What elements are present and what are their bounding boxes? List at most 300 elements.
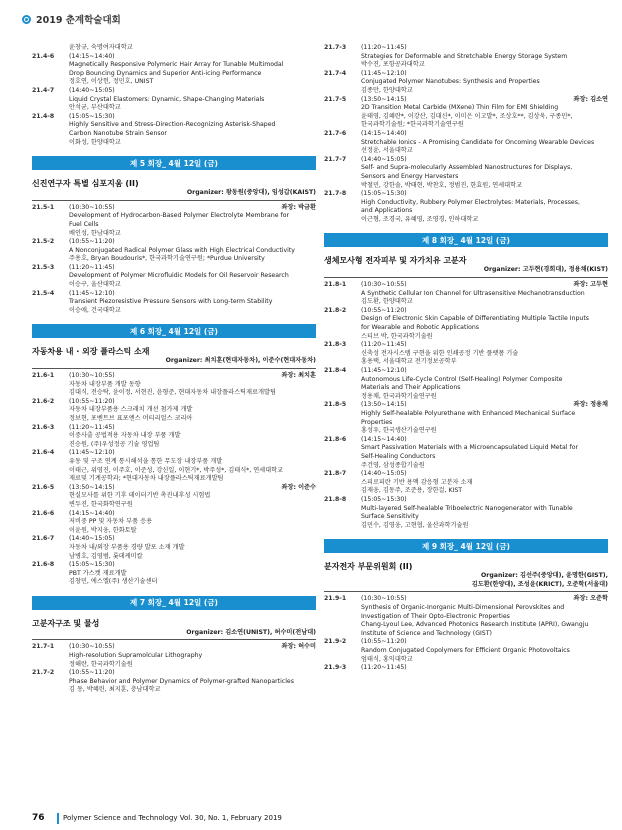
entry-line — [361, 216, 608, 225]
entry-line — [361, 281, 608, 290]
entry-body — [69, 669, 316, 695]
entry-code: 21.5-1 — [32, 203, 55, 211]
entry-line — [361, 182, 608, 191]
session-organizer: Organizer: 왕동원(중앙대), 임성갑(KAIST) — [186, 189, 316, 197]
entry-line — [361, 173, 608, 182]
entry-text: Smart Passivation Materials with a Microencapsulated Liquid Metal for — [361, 444, 579, 452]
entry-line — [69, 561, 316, 570]
session-title: 분자전자 부문위원회 (II) — [324, 562, 413, 572]
entry-text: 남병호, 김영범, 롯데케미칼 — [69, 552, 143, 560]
entry-text: 주용호, Bryan Boudouris*, 한국과학기술연구원; *Purdue University — [69, 255, 265, 263]
session-title: 자동차용 내 · 외장 플라스틱 소재 — [32, 347, 150, 357]
program-entry — [324, 470, 608, 496]
entry-line — [69, 389, 316, 398]
entry-line — [361, 376, 608, 385]
entry-text: Autonomous Life-Cycle Control (Self-Healing) Polymer Composite — [361, 375, 563, 383]
program-entry — [324, 436, 608, 470]
entry-time: (10:30~10:55) — [69, 372, 115, 380]
entry-code: 21.6-7 — [32, 535, 55, 543]
entry-time: (13:50~14:15) — [361, 95, 407, 103]
entry-time: (10:30~10:55) — [69, 203, 115, 211]
entry-text: 김도환, 한양대학교 — [361, 298, 413, 306]
session-chair: 좌장: 허수미 — [281, 643, 316, 651]
page-number: 76 — [32, 813, 45, 823]
entry-line — [69, 130, 316, 139]
entry-body — [361, 96, 608, 130]
entry-code: 21.7-6 — [324, 129, 347, 137]
entry-text: Synthesis of Organic-Inorganic Multi-Dimensional Perovskites and — [361, 604, 565, 612]
entry-line — [69, 272, 316, 281]
entry-time: (15:05~15:30) — [361, 495, 407, 503]
program-entry — [32, 53, 316, 87]
entry-text: 스피로피란 기반 용액 감응형 고분자 소재 — [361, 478, 473, 486]
session-banner: 제 8 회장_ 4월 12일 (금) — [324, 233, 608, 247]
entry-line — [69, 424, 316, 433]
entry-line — [69, 78, 316, 87]
entry-line — [69, 518, 316, 527]
entry-line — [69, 96, 316, 105]
entry-text: 이중사출 공법적용 자동차 내장 부품 개발 — [69, 432, 181, 440]
entry-text: Self- and Supra-molecularly Assembled Nanostructures for Displays, — [361, 164, 573, 172]
program-entry — [32, 669, 316, 695]
entry-line — [69, 264, 316, 273]
entry-line — [69, 221, 316, 230]
program-entry — [324, 341, 608, 367]
program-entry — [324, 638, 608, 664]
program-entry — [32, 510, 316, 536]
entry-line — [69, 372, 316, 381]
entry-text: 현실모사를 위한 기후 데이터기반 촉진내후성 시험법 — [69, 492, 211, 500]
entry-body — [361, 44, 608, 70]
entry-body — [361, 470, 608, 496]
entry-line — [361, 307, 608, 316]
entry-line — [361, 513, 608, 522]
program-entry — [32, 238, 316, 264]
entry-line — [69, 406, 316, 415]
entry-text: Magnetically Responsive Polymeric Hair Array for Tunable Multimodal — [69, 61, 284, 69]
entry-line — [361, 147, 608, 156]
entry-body — [69, 643, 316, 669]
entry-text: 자동차 내장부품 개발 동향 — [69, 380, 141, 388]
entry-body — [69, 561, 316, 587]
entry-text: Drop Bouncing Dynamics and Superior Anti-icing Performance — [69, 69, 262, 77]
entry-text: 주건영, 삼성종합기술원 — [361, 461, 425, 469]
entry-line — [361, 384, 608, 393]
entry-body — [361, 595, 608, 638]
entry-code: 21.6-1 — [32, 372, 55, 380]
entry-body — [361, 367, 608, 401]
entry-line — [69, 230, 316, 239]
entry-body — [69, 113, 316, 147]
entry-code: 21.7-2 — [32, 669, 55, 677]
page-header — [22, 9, 121, 29]
entry-line — [69, 307, 316, 316]
left-column — [32, 44, 316, 695]
entry-line — [69, 661, 316, 670]
entry-line — [69, 458, 316, 467]
session-title: 신진연구자 특별 심포지움 (II) — [32, 179, 139, 189]
entry-text: Strategies for Deformable and Stretchable Energy Storage System — [361, 52, 568, 60]
entry-time: (14:40~15:05) — [69, 86, 115, 94]
entry-text: 이근형, 조경국, 유혜영, 조영경, 인하대학교 — [361, 215, 479, 223]
entry-line — [361, 121, 608, 130]
entry-line — [361, 199, 608, 208]
entry-body — [69, 238, 316, 264]
entry-code: 21.8-2 — [324, 306, 347, 314]
entry-text: 이승구, 울산대학교 — [69, 281, 121, 289]
entry-text: 홍용택, 서울대학교 전기정보공학부 — [361, 358, 457, 366]
entry-body — [69, 398, 316, 424]
entry-line — [361, 630, 608, 639]
program-entry — [32, 643, 316, 669]
program-entry — [32, 484, 316, 510]
entry-line — [69, 544, 316, 553]
entry-code: 21.6-3 — [32, 423, 55, 431]
session-organizer: Organizer: 최치훈(현대자동차), 이준수(현대자동차) — [165, 357, 316, 365]
entry-line — [361, 298, 608, 307]
entry-line — [361, 410, 608, 419]
entry-line — [69, 298, 316, 307]
page-header-title: 2019 춘계학술대회 — [36, 15, 121, 26]
entry-text: PBT 가스켓 재료개발 — [69, 569, 127, 577]
entry-text: Surface Sensitivity — [361, 513, 419, 521]
entry-body — [361, 307, 608, 341]
entry-text: Design of Electronic Skin Capable of Differentiating Multiple Tactile Inputs — [361, 315, 589, 323]
entry-text: Conjugated Polymer Nanotubes: Synthesis and Properties — [361, 78, 540, 86]
entry-line — [361, 401, 608, 410]
entry-line — [69, 53, 316, 62]
entry-code: 21.7-8 — [324, 190, 347, 198]
entry-line — [69, 441, 316, 450]
entry-line — [361, 656, 608, 665]
entry-text: 유동 및 구조 연계 통시해석을 통한 무도장 내장부품 개발 — [69, 457, 223, 465]
entry-time: (11:45~12:10) — [69, 289, 115, 297]
entry-line — [361, 96, 608, 105]
program-entry — [324, 96, 608, 130]
entry-body — [361, 341, 608, 367]
entry-code: 21.5-2 — [32, 238, 55, 246]
journal-info: Polymer Science and Technology Vol. 30, No. 1, February 2019 — [63, 814, 282, 822]
entry-line — [69, 44, 316, 53]
entry-text: Investigation of Their Opto-Electronic Properties — [361, 612, 510, 620]
entry-text: for Wearable and Robotic Applications — [361, 324, 480, 332]
entry-time: (11:45~12:10) — [69, 449, 115, 457]
entry-code: 21.5-4 — [32, 289, 55, 297]
entry-text: 한국과학기술원; *한국과학기술연구원 — [361, 121, 464, 129]
entry-body — [69, 53, 316, 87]
entry-line — [361, 44, 608, 53]
entry-line — [361, 604, 608, 613]
program-entry — [324, 44, 608, 70]
entry-text: A Synthetic Cellular Ion Channel for Ultrasensitive Mechanotransduction — [361, 289, 585, 297]
session-banner: 제 5 회장_ 4월 12일 (금) — [32, 156, 316, 170]
entry-line — [361, 487, 608, 496]
entry-line — [361, 647, 608, 656]
session-chair: 좌장: 오준학 — [573, 595, 608, 603]
entry-line — [69, 492, 316, 501]
entry-text: 이윤원, 박지웅, 한화토탈 — [69, 526, 137, 534]
divider — [32, 639, 316, 640]
entry-line — [361, 53, 608, 62]
entry-text: Liquid Crystal Elastomers: Dynamic, Shape-Changing Materials — [69, 95, 265, 103]
entry-body — [69, 535, 316, 561]
entry-line — [361, 419, 608, 428]
entry-time: (11:20~11:45) — [361, 44, 407, 51]
entry-line — [361, 290, 608, 299]
entry-text: 변두진, 한국화학연구원 — [69, 500, 133, 508]
session-chair: 좌장: 최치훈 — [281, 372, 316, 380]
entry-time: (11:20~11:45) — [361, 664, 407, 672]
program-entry — [324, 70, 608, 96]
session-title: 고분자구조 및 물성 — [32, 618, 100, 628]
entry-body — [69, 204, 316, 238]
entry-code: 21.8-5 — [324, 401, 347, 409]
entry-line — [361, 621, 608, 630]
entry-text: 진승원, (주)우성정공 기술 영업팀 — [69, 440, 160, 448]
entry-body — [69, 264, 316, 290]
entry-line — [69, 281, 316, 290]
entry-text: Chang-Lyoul Lee, Advanced Photonics Research Institute (APRI), Gwangju — [361, 621, 589, 629]
program-entry — [324, 595, 608, 638]
entry-time: (11:45~12:10) — [361, 367, 407, 374]
session-organizer: 김도환(한양대), 조성윤(KRICT), 오준학(서울대) — [471, 580, 608, 588]
footer-divider — [57, 813, 59, 824]
entry-text: Properties — [361, 418, 393, 426]
entry-text: Materials and Their Applications — [361, 384, 461, 392]
entry-text: 2D Transition Metal Carbide (MXene) Thin Film for EMI Shielding — [361, 104, 559, 112]
entry-line — [69, 475, 316, 484]
entry-time: (10:30~10:55) — [361, 281, 407, 289]
entry-code: 21.7-3 — [324, 44, 347, 51]
entry-text: Development of Polymer Microfluidic Models for Oil Reservoir Research — [69, 272, 289, 280]
entry-line — [69, 104, 316, 113]
entry-line — [69, 238, 316, 247]
program-entry — [32, 264, 316, 290]
entry-time: (14:15~14:40) — [361, 435, 407, 443]
entry-time: (10:55~11:20) — [69, 669, 115, 677]
entry-code: 21.8-3 — [324, 341, 347, 349]
entry-code: 21.6-2 — [32, 397, 55, 405]
entry-line — [69, 139, 316, 148]
entry-line — [361, 333, 608, 342]
entry-line — [69, 467, 316, 476]
entry-text: 정용채, 한국과학기술연구원 — [361, 392, 437, 400]
entry-line — [69, 415, 316, 424]
entry-code: 21.6-4 — [32, 449, 55, 457]
entry-text: 신축성 전자시스템 구현을 위한 인쇄공정 기반 플랫폼 기술 — [361, 349, 519, 357]
program-entry — [324, 281, 608, 307]
entry-body — [69, 510, 316, 536]
session-chair: 좌장: 김소연 — [573, 95, 608, 103]
entry-line — [69, 686, 316, 695]
entry-text: A Nonconjugated Radical Polymer Glass with High Electrical Conductivity — [69, 246, 295, 254]
entry-time: (10:30~10:55) — [361, 595, 407, 603]
entry-code: 21.8-8 — [324, 495, 347, 503]
divider — [32, 200, 316, 201]
entry-line — [69, 247, 316, 256]
entry-line — [69, 255, 316, 264]
entry-line — [361, 427, 608, 436]
entry-time: (13:50~14:15) — [69, 483, 115, 491]
entry-line — [69, 570, 316, 579]
entry-time: (14:15~14:40) — [69, 52, 115, 60]
entry-text: Development of Hydrocarbon-Based Polymer Electrolyte Membrane for — [69, 212, 290, 220]
entry-code: 21.6-5 — [32, 483, 55, 491]
right-column — [324, 44, 608, 673]
program-entry — [324, 367, 608, 401]
entry-line — [361, 190, 608, 199]
entry-line — [361, 444, 608, 453]
entry-line — [361, 87, 608, 96]
program-entry — [324, 156, 608, 190]
entry-line — [69, 510, 316, 519]
entry-text: 재료및 기계공학과; *현대자동차 내장플라스틱재료개발팀 — [69, 475, 224, 483]
entry-text: 박수진, 포항공과대학교 — [361, 61, 425, 69]
entry-code: 21.9-2 — [324, 638, 347, 646]
entry-time: (14:15~14:40) — [69, 509, 115, 517]
entry-code: 21.6-6 — [32, 509, 55, 517]
entry-line — [69, 61, 316, 70]
entry-code: 21.8-7 — [324, 470, 347, 478]
entry-code: 21.7-1 — [32, 643, 55, 651]
entry-code: 21.5-3 — [32, 263, 55, 271]
entry-text: 윤태영, 김혜란*, 이강산, 김대신*, 이미은 이고발*, 조상호**, 김상욱, 구종민*, — [361, 112, 573, 120]
entry-time: (10:55~11:20) — [361, 306, 407, 314]
entry-line — [69, 652, 316, 661]
program-entry — [324, 190, 608, 224]
entry-text: Fuel Cells — [69, 220, 99, 228]
entry-line — [361, 104, 608, 113]
entry-body — [69, 372, 316, 398]
program-entry — [32, 398, 316, 424]
entry-time: (14:15~14:40) — [361, 129, 407, 137]
entry-text: 안석균, 부산대학교 — [69, 104, 121, 112]
entry-text: 이화성, 한양대학교 — [69, 138, 121, 146]
entry-text: Highly Self-healable Polyurethane with Enhanced Mechanical Surface — [361, 409, 576, 417]
entry-text: 홍성우, 한국생산기술연구원 — [361, 427, 437, 435]
program-entry — [324, 307, 608, 341]
entry-line — [361, 315, 608, 324]
entry-line — [69, 527, 316, 536]
entry-text: 배인성, 한남대학교 — [69, 229, 121, 237]
entry-line — [69, 204, 316, 213]
entry-body — [361, 70, 608, 96]
session-chair: 좌장: 정용채 — [573, 401, 608, 409]
entry-text: 김창민, 에스엘(주) 생산기술센터 — [69, 578, 158, 586]
entry-time: (11:20~11:45) — [361, 341, 407, 349]
entry-code: 21.4-7 — [32, 86, 55, 94]
session-banner: 제 9 회장_ 4월 12일 (금) — [324, 539, 608, 553]
divider — [32, 368, 316, 369]
program-entry — [32, 372, 316, 398]
program-entry — [32, 424, 316, 450]
session-organizer: Organizer: 고두현(경희대), 정용채(KIST) — [483, 266, 608, 274]
entry-time: (10:30~10:55) — [69, 643, 115, 651]
entry-text: 엄태식, 홍익대학교 — [361, 655, 413, 663]
entry-line — [69, 449, 316, 458]
entry-time: (11:45~12:10) — [361, 69, 407, 77]
entry-time: 윤창규, 숙명여자대학교 — [69, 44, 133, 51]
entry-line — [69, 578, 316, 587]
entry-line — [361, 207, 608, 216]
session-title: 생체모사형 전자피부 및 자가치유 고분자 — [324, 256, 467, 266]
entry-time: (15:05~15:30) — [69, 561, 115, 569]
entry-code: 21.4-6 — [32, 52, 55, 60]
entry-time: (15:05~15:30) — [361, 190, 407, 198]
session-banner: 제 7 회장_ 4월 12일 (금) — [32, 596, 316, 610]
entry-code: 21.7-5 — [324, 95, 347, 103]
entry-time: (10:55~11:20) — [69, 238, 115, 246]
entry-line — [361, 522, 608, 531]
entry-line — [69, 212, 316, 221]
entry-time: (14:40~15:05) — [361, 470, 407, 478]
entry-line — [361, 61, 608, 70]
entry-text: Sensors and Energy Harvesters — [361, 172, 459, 180]
entry-line — [361, 595, 608, 604]
entry-text: Multi-layered Self-healable Triboelectric Nanogenerator with Tunable — [361, 504, 573, 512]
bullet-circle-icon — [22, 15, 31, 24]
entry-line — [69, 643, 316, 652]
entry-code: 21.8-6 — [324, 435, 347, 443]
entry-body — [361, 401, 608, 435]
entry-body — [361, 281, 608, 307]
program-entry — [32, 535, 316, 561]
entry-time: (15:05~15:30) — [69, 112, 115, 120]
entry-code: 21.7-7 — [324, 155, 347, 163]
entry-body — [361, 190, 608, 224]
page-footer — [0, 811, 622, 827]
entry-line — [361, 358, 608, 367]
entry-line — [361, 436, 608, 445]
entry-text: Self-Healing Conductors — [361, 452, 436, 460]
entry-text: 자동차 내장부품용 스크래치 개선 첨가제 개발 — [69, 406, 193, 414]
entry-body — [361, 156, 608, 190]
entry-line — [361, 613, 608, 622]
entry-text: Phase Behavior and Polymer Dynamics of Polymer-grafted Nanoparticles — [69, 677, 294, 685]
entry-line — [361, 341, 608, 350]
entry-body — [361, 664, 608, 673]
entry-text: 김민수, 김영웅, 고현협, 울산과학기술원 — [361, 521, 469, 529]
entry-code: 21.7-4 — [324, 69, 347, 77]
entry-line — [361, 505, 608, 514]
program-entry — [324, 130, 608, 156]
entry-line — [69, 432, 316, 441]
program-entry — [324, 496, 608, 530]
entry-text: 박철민, 강한솔, 박태현, 박찬호, 정범진, 한효원, 연세대학교 — [361, 181, 523, 189]
entry-time: (14:40~15:05) — [69, 535, 115, 543]
entry-text: Institute of Science and Technology (GIST) — [361, 629, 492, 637]
entry-line — [69, 381, 316, 390]
session-organizer: Organizer: 김선주(중앙대), 윤명한(GIST), — [481, 572, 608, 580]
entry-text: 김종만, 한양대학교 — [361, 86, 413, 94]
divider — [324, 277, 608, 278]
entry-line — [361, 164, 608, 173]
entry-line — [69, 290, 316, 299]
entry-line — [69, 87, 316, 96]
entry-line — [361, 453, 608, 462]
entry-text: 저비중 PP 및 자동차 부품 응용 — [69, 518, 153, 526]
program-entry — [32, 113, 316, 147]
entry-line — [361, 496, 608, 505]
entry-text: Highly Sensitive and Stress-Direction-Recognizing Asterisk-Shaped — [69, 121, 276, 129]
session-chair: 좌장: 박금환 — [281, 203, 316, 211]
entry-line — [361, 638, 608, 647]
entry-body — [69, 424, 316, 450]
program-entry — [324, 401, 608, 435]
entry-body — [361, 130, 608, 156]
entry-code: 21.9-3 — [324, 664, 347, 672]
entry-time: (13:50~14:15) — [361, 401, 407, 409]
